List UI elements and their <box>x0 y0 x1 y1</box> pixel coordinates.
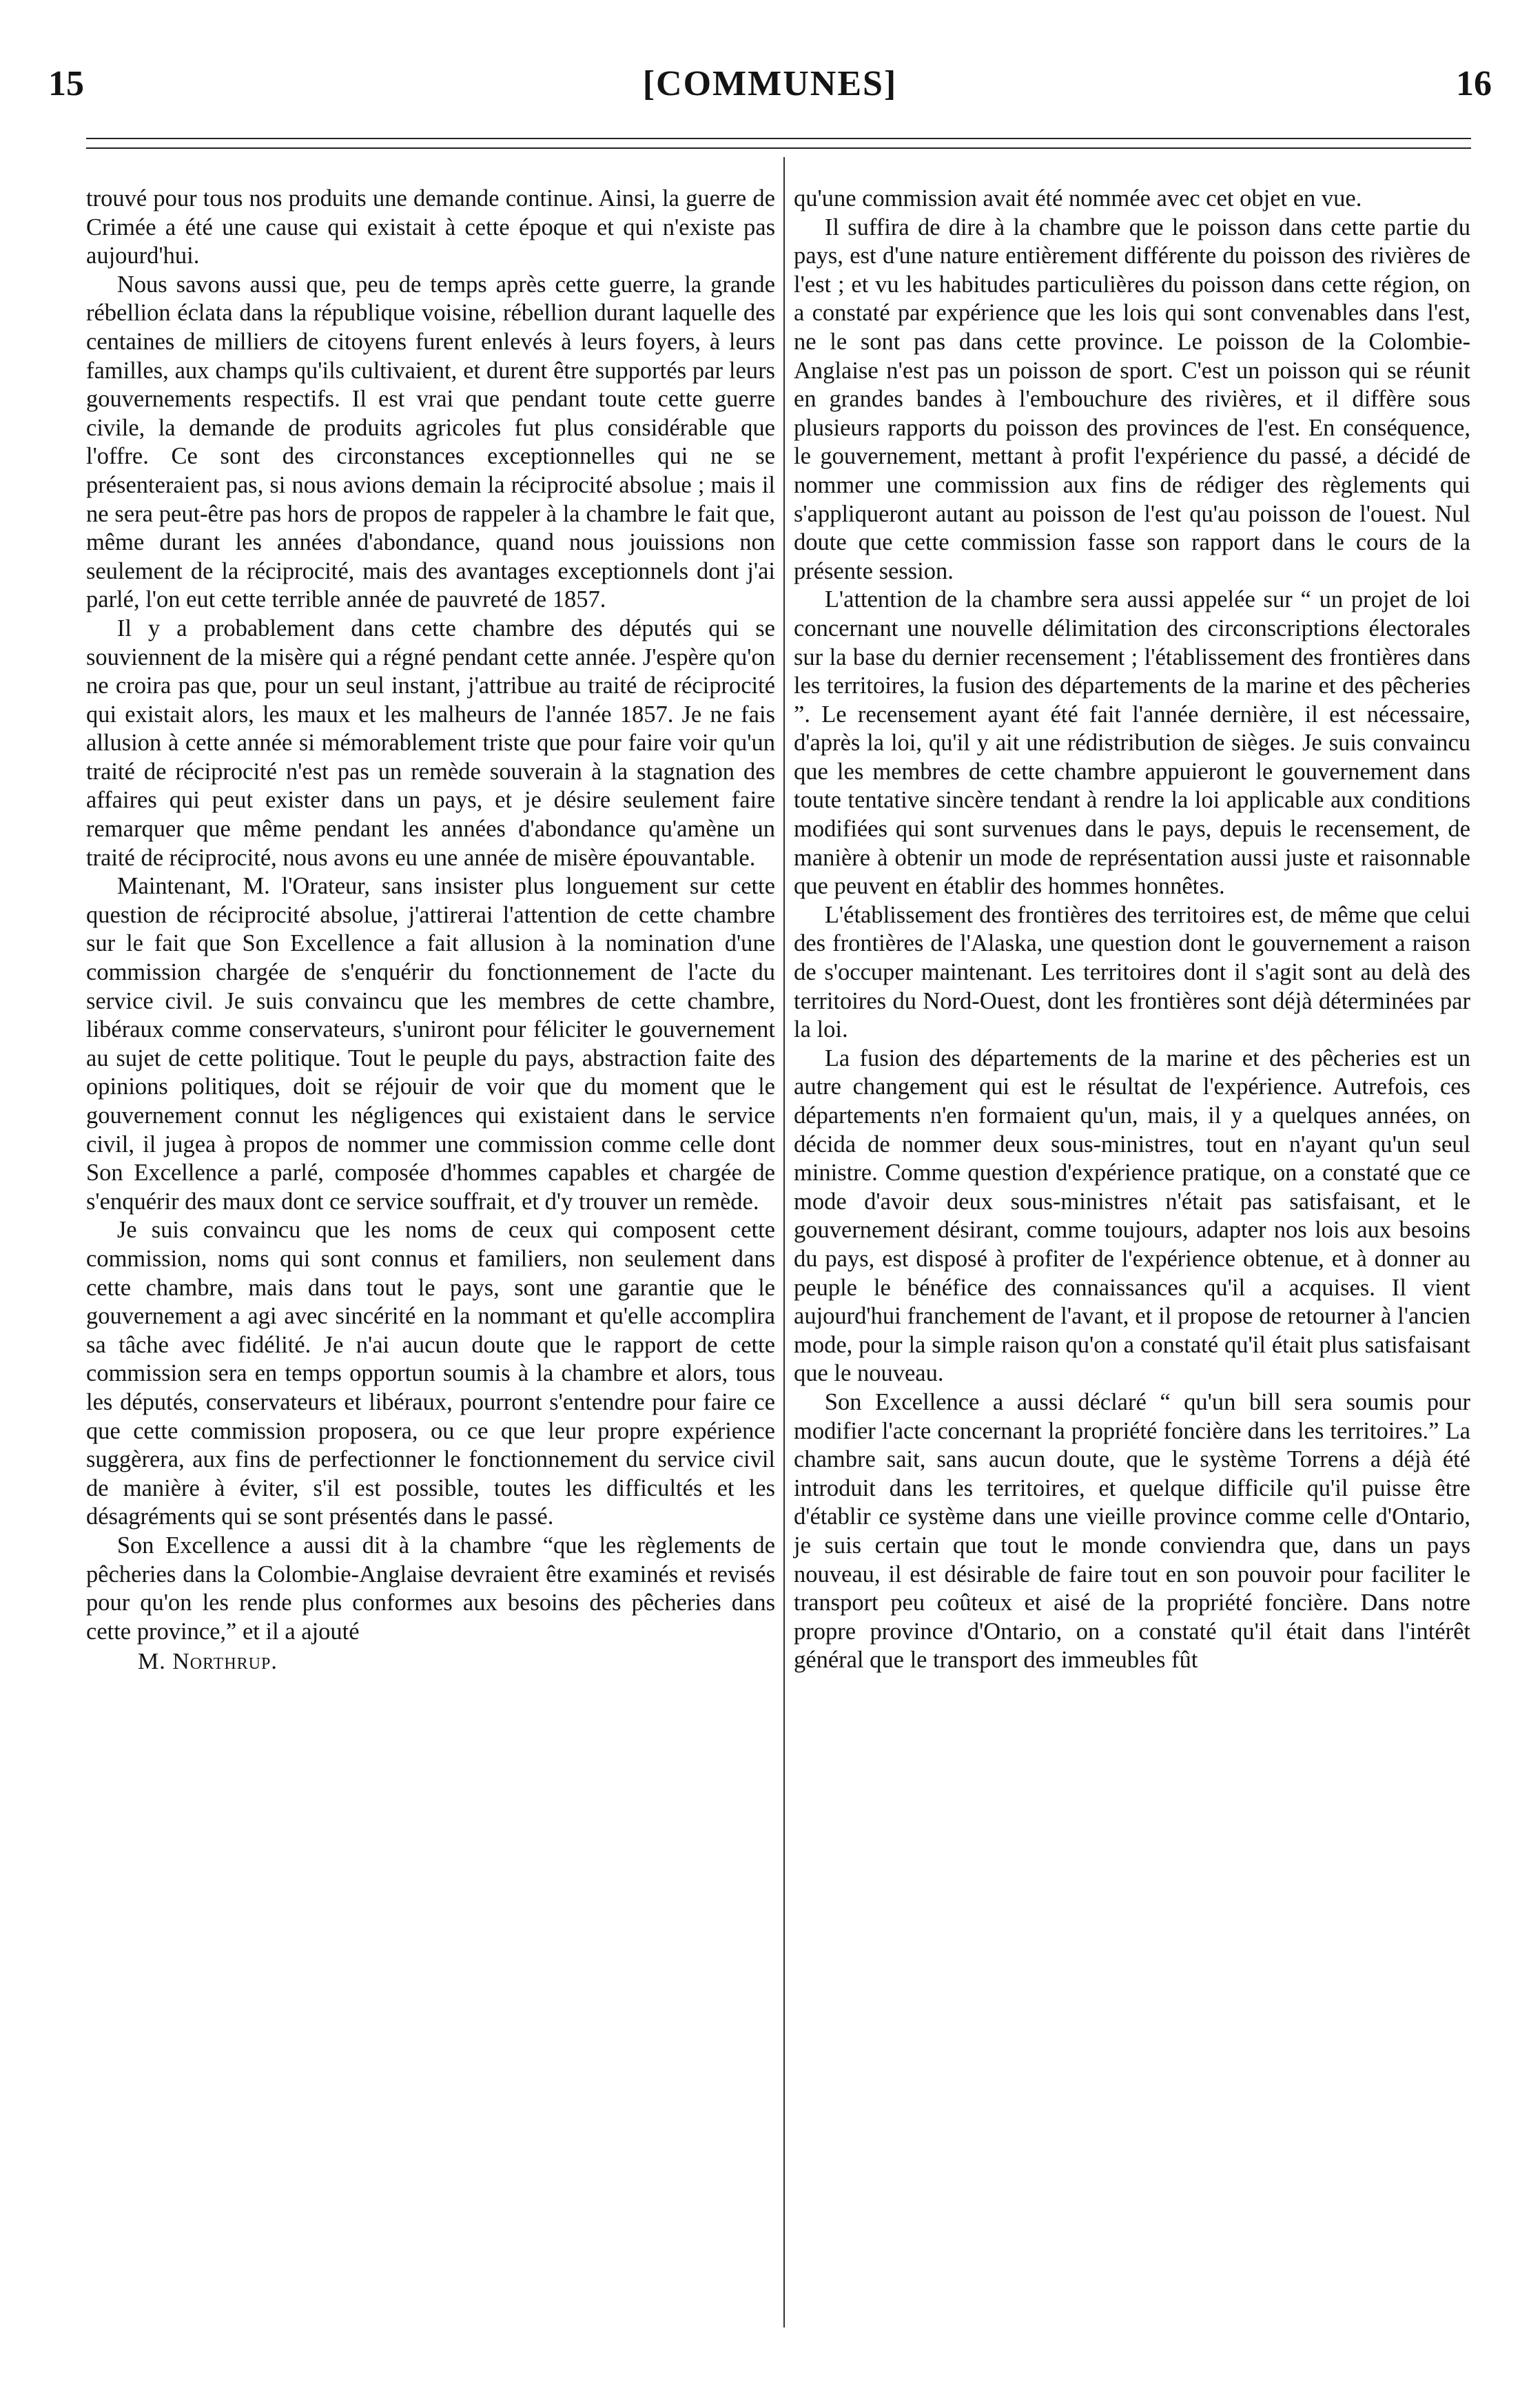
paragraph: Il y a probablement dans cette chambre des députés qui se souviennent de la misère qui a régné pendant cette année. J'espère qu'on ne croira pas que, pour un seul instant, j'attribue au traité de réciprocité qui existait alors, les maux et les malheurs de l'année 1857. Je ne fais allusion à cette année si mémorablement triste que pour faire voir qu'un traité de réciprocité n'est pas un remède souverain à la stagnation des affaires qui peut exister dans un pays, et je désire seulement faire remarquer que même pendant les années d'abondance qu'amène un traité de réciprocité, nous avons eu une année de misère épouvantable. <box>86 615 775 871</box>
paragraph: La fusion des départements de la marine et des pêcheries est un autre changement qui est le résultat de l'expérience. Autrefois, ces départements n'en formaient qu'un, mais, il y a quelques années, on décida de nommer deux sous-ministres, tout en n'ayant qu'un seul ministre. Comme question d'expérience pratique, on a constaté que ce mode d'avoir deux sous-ministres n'était pas satisfaisant, et le gouvernement désirant, comme toujours, adapter nos lois aux besoins du pays, est disposé à profiter de l'expérience obtenue, et à donner au peuple le bénéfice des connaissances qu'il a acquises. Il vient aujourd'hui franchement de l'avant, et il propose de retourner à l'ancien mode, pour la simple raison qu'on a constaté qu'il était plus satisfaisant que le nouveau. <box>794 1045 1470 1387</box>
right-column <box>794 185 1470 1675</box>
header-rule-top <box>86 138 1471 139</box>
page-header <box>41 63 1499 112</box>
left-column <box>86 185 775 1676</box>
column-divider <box>783 157 785 2327</box>
paragraph: Son Excellence a aussi déclaré “ qu'un bill sera soumis pour modifier l'acte concernant la propriété foncière dans les territoires.” La chambre sait, sans aucun doute, que le système Torrens a déjà été introduit dans les territoires, et quelque difficile qu'il puisse être d'établir ce système dans une vieille province comme celle d'Ontario, je suis certain que tout le monde conviendra que, dans un pays nouveau, il est désirable de faire tout en son pouvoir pour faciliter le transport peu coûteux et aisé de la propriété foncière. Dans notre propre province d'Ontario, on a constaté qu'il était dans l'intérêt général que le transport des immeubles fût <box>794 1388 1470 1674</box>
page-number-right: 16 <box>1456 64 1492 103</box>
page-number-left: 15 <box>48 64 84 103</box>
paragraph: Nous savons aussi que, peu de temps après cette guerre, la grande rébellion éclata dans la république voisine, rébellion durant laquelle des centaines de milliers de citoyens furent enlevés à leurs foyers, à leurs familles, aux champs qu'ils cultivaient, et durent être supportés par leurs gouvernements respectifs. Il est vrai que pendant toute cette guerre civile, la demande de produits agricoles fut plus considérable que l'offre. Ce sont des circonstances exceptionnelles qui ne se présenteraient pas, si nous avions demain la réciprocité absolue ; mais il ne sera peut-être pas hors de propos de rappeler à la chambre le fait que, même durant les années d'abondance, quand nous jouissions non seulement de la réciprocité, mais des avantages exceptionnels dont j'ai parlé, l'on eut cette terrible année de pauvreté de 1857. <box>86 271 775 613</box>
paragraph: Son Excellence a aussi dit à la chambre “que les règlements de pêcheries dans la Colombie-Anglaise devraient être examinés et revisés pour qu'on les rende plus conformes aux besoins des pêcheries dans cette province,” et il a ajouté <box>86 1532 775 1645</box>
paragraph: L'attention de la chambre sera aussi appelée sur “ un projet de loi concernant une nouvelle délimitation des circonscriptions électorales sur la base du dernier recensement ; l'établissement des frontières dans les territoires, la fusion des départements de la marine et des pêcheries ”. Le recensement ayant été fait l'année dernière, il est nécessaire, d'après la loi, qu'il y ait une rédistribution de sièges. Je suis convaincu que les membres de cette chambre appuieront le gouvernement dans toute tentative sincère tendant à rendre la loi applicable aux conditions modifiées qui sont survenues dans le pays, depuis le recensement, de manière à obtenir un mode de représentation aussi juste et raisonnable que peuvent en établir des hommes honnêtes. <box>794 586 1470 900</box>
paragraph: Je suis convaincu que les noms de ceux qui composent cette commission, noms qui sont connus et familiers, non seulement dans cette chambre, mais dans tout le pays, sont une garantie que le gouvernement a agi avec sincérité en la nommant et qu'elle accomplira sa tâche avec fidélité. Je n'ai aucun doute que le rapport de cette commission sera en temps opportun soumis à la chambre et alors, tous les députés, conservateurs et libéraux, pourront s'entendre pour faire ce que cette commission proposera, ou ce que leur propre expérience suggèrera, aux fins de perfectionner le fonctionnement du service civil de manière à éviter, s'il est possible, toutes les difficultés et les désagréments qui se sont présentés dans le passé. <box>86 1217 775 1530</box>
running-title: [COMMUNES] <box>642 64 898 103</box>
paragraph: trouvé pour tous nos produits une demande continue. Ainsi, la guerre de Crimée a été une cause qui existait à cette époque et qui n'existe pas aujourd'hui. <box>86 185 775 269</box>
paragraph: qu'une commission avait été nommée avec cet objet en vue. <box>794 185 1362 212</box>
speaker-signature: M. Northrup. <box>138 1649 278 1675</box>
paragraph: Maintenant, M. l'Orateur, sans insister plus longuement sur cette question de réciprocité absolue, j'attirerai l'attention de cette chambre sur le fait que Son Excellence a fait allusion à la nomination d'une commission chargée de s'enquérir du fonctionnement de l'acte du service civil. Je suis convaincu que les membres de cette chambre, libéraux comme conservateurs, s'uniront pour féliciter le gouvernement au sujet de cette politique. Tout le peuple du pays, abstraction faite des opinions politiques, doit se réjouir de voir que du moment que le gouvernement connut les négligences qui existaient dans le service civil, il jugea à propos de nommer une commission comme celle dont Son Excellence a parlé, composée d'hommes capables et chargée de s'enquérir des maux dont ce service souffrait, et d'y trouver un remède. <box>86 873 775 1215</box>
paragraph: L'établissement des frontières des territoires est, de même que celui des frontières de l'Alaska, une question dont le gouvernement a raison de s'occuper maintenant. Les territoires dont il s'agit sont au delà des territoires du Nord-Ouest, dont les frontières sont déjà déterminées par la loi. <box>794 901 1470 1043</box>
paragraph: Il suffira de dire à la chambre que le poisson dans cette partie du pays, est d'une nature entièrement différente du poisson des rivières de l'est ; et vu les habitudes particulières du poisson dans cette région, on a constaté par expérience que les lois qui sont convenables dans l'est, ne le sont pas dans cette province. Le poisson de la Colombie-Anglaise n'est pas un poisson de sport. C'est un poisson qui se réunit en grandes bandes à l'embouchure des rivières, et il diffère sous plusieurs rapports du poisson des provinces de l'est. En conséquence, le gouvernement, mettant à profit l'expérience du passé, a décidé de nommer une commission aux fins de rédiger des règlements qui s'appliqueront autant au poisson de l'est qu'au poisson de l'ouest. Nul doute que cette commission fasse son rapport dans le cours de la présente session. <box>794 214 1470 584</box>
header-rule-bottom <box>86 147 1471 149</box>
